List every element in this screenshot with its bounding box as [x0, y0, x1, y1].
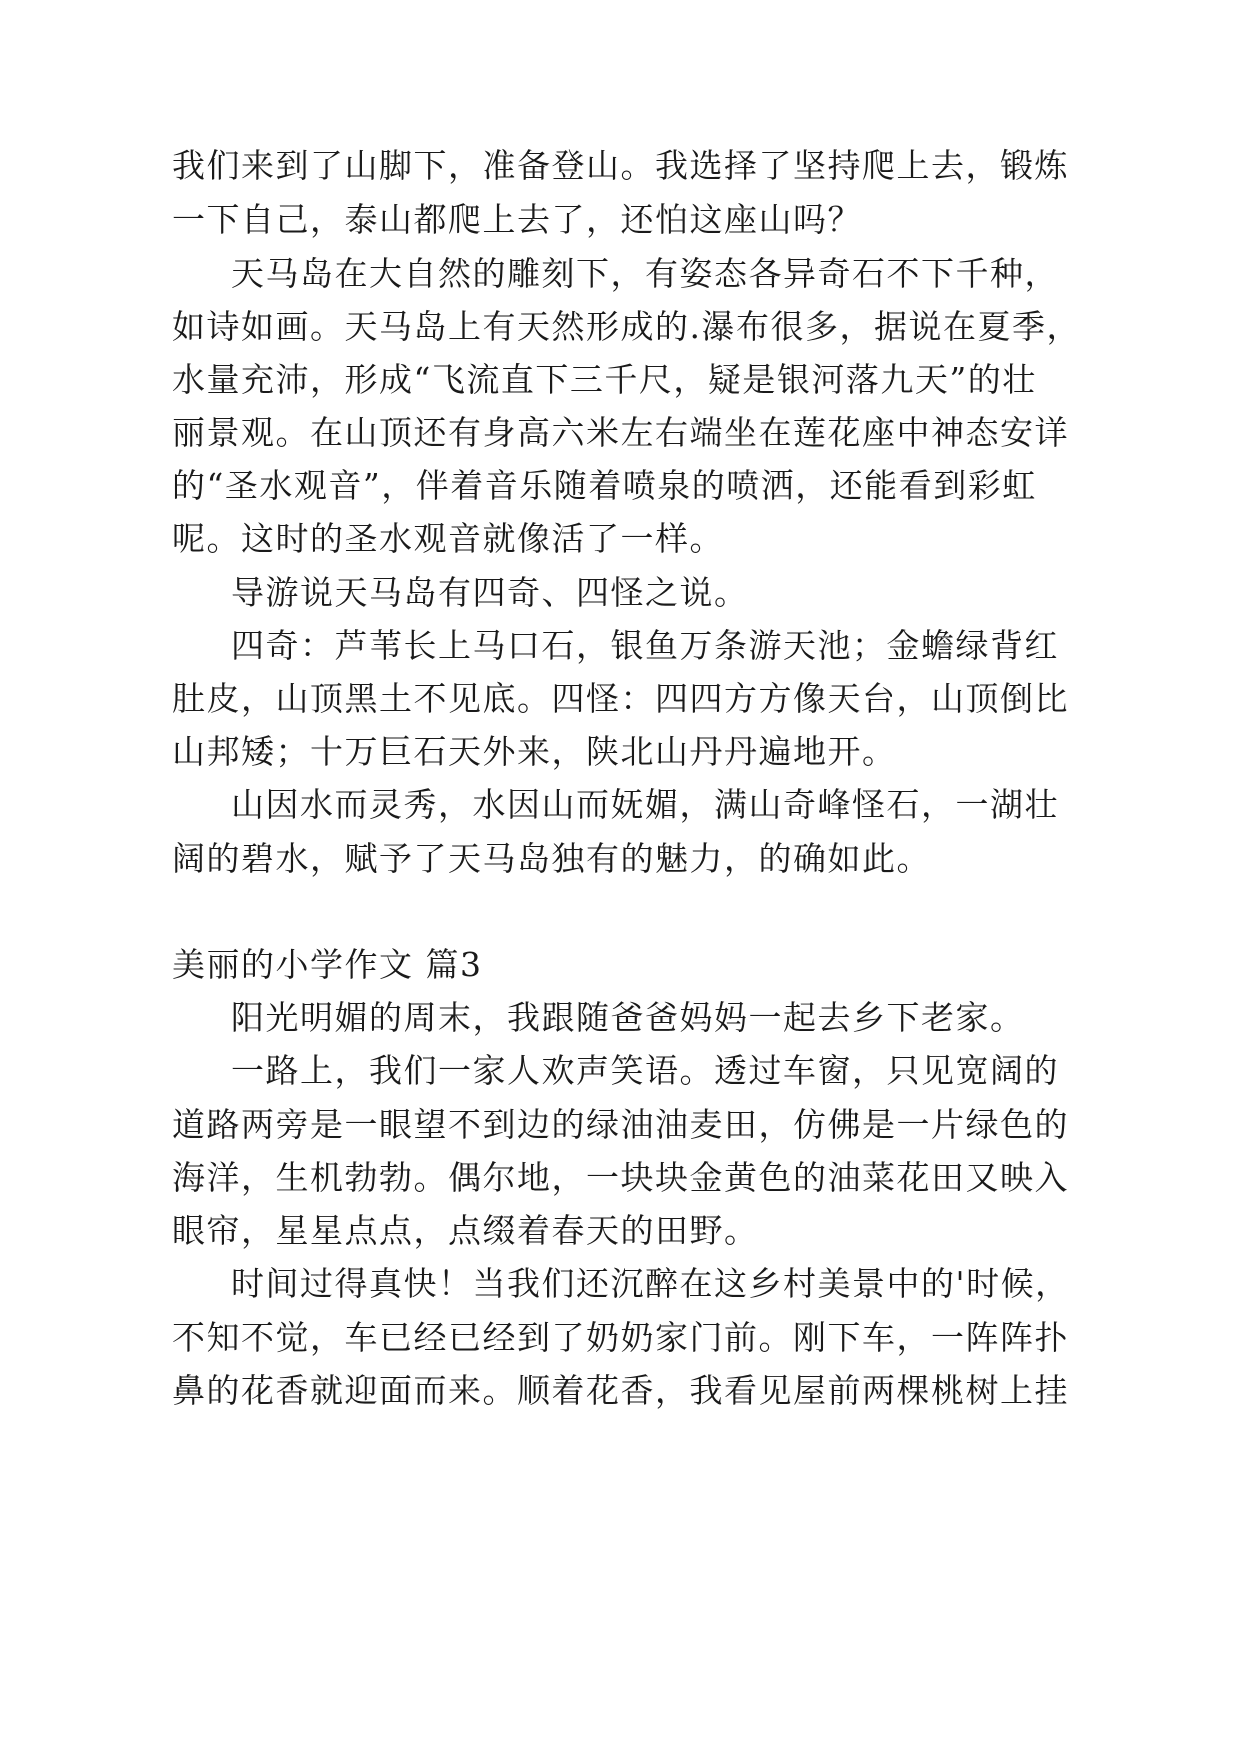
paragraph-first-line: 山因水而灵秀，水因山而妩媚，满山奇峰怪石，一湖壮 [231, 785, 1059, 824]
text-line: 呢。这时的圣水观音就像活了一样。 [172, 519, 724, 558]
paragraph-first-line: 阳光明媚的周末，我跟随爸爸妈妈一起去乡下老家。 [231, 998, 1025, 1037]
text-line: 不知不觉，车已经已经到了奶奶家门前。刚下车，一阵阵扑 [172, 1318, 1069, 1357]
text-line: 阔的碧水，赋予了天马岛独有的魅力，的确如此。 [172, 839, 931, 878]
paragraph-first-line: 四奇：芦苇长上马口石，银鱼万条游天池；金蟾绿背红 [231, 626, 1059, 665]
text-line: 水量充沛，形成“飞流直下三千尺，疑是银河落九天”的壮 [172, 360, 1037, 399]
text-line: 山邦矮；十万巨石天外来，陕北山丹丹遍地开。 [172, 732, 897, 771]
text-line: 我们来到了山脚下，准备登山。我选择了坚持爬上去，锻炼 [172, 146, 1069, 185]
text-line: 的“圣水观音”，伴着音乐随着喷泉的喷洒，还能看到彩虹 [172, 466, 1037, 505]
text-line: 眼帘，星星点点，点缀着春天的田野。 [172, 1211, 759, 1250]
text-line: 如诗如画。天马岛上有天然形成的.瀑布很多，据说在夏季， [172, 307, 1081, 346]
paragraph-first-line: 天马岛在大自然的雕刻下，有姿态各异奇石不下千种， [231, 254, 1059, 293]
text-line: 肚皮，山顶黑土不见底。四怪：四四方方像天台，山顶倒比 [172, 679, 1069, 718]
paragraph-first-line: 一路上，我们一家人欢声笑语。透过车窗，只见宽阔的 [231, 1051, 1059, 1090]
section-heading: 美丽的小学作文 篇3 [172, 945, 483, 984]
paragraph-first-line: 导游说天马岛有四奇、四怪之说。 [231, 573, 749, 612]
text-line: 丽景观。在山顶还有身高六米左右端坐在莲花座中神态安详 [172, 413, 1069, 452]
text-line: 道路两旁是一眼望不到边的绿油油麦田，仿佛是一片绿色的 [172, 1105, 1069, 1144]
text-line: 鼻的花香就迎面而来。顺着花香，我看见屋前两棵桃树上挂 [172, 1371, 1069, 1410]
paragraph-first-line: 时间过得真快！当我们还沉醉在这乡村美景中的'时候， [231, 1264, 1070, 1303]
text-line: 一下自己，泰山都爬上去了，还怕这座山吗？ [172, 200, 862, 239]
text-line: 海洋，生机勃勃。偶尔地，一块块金黄色的油菜花田又映入 [172, 1158, 1069, 1197]
